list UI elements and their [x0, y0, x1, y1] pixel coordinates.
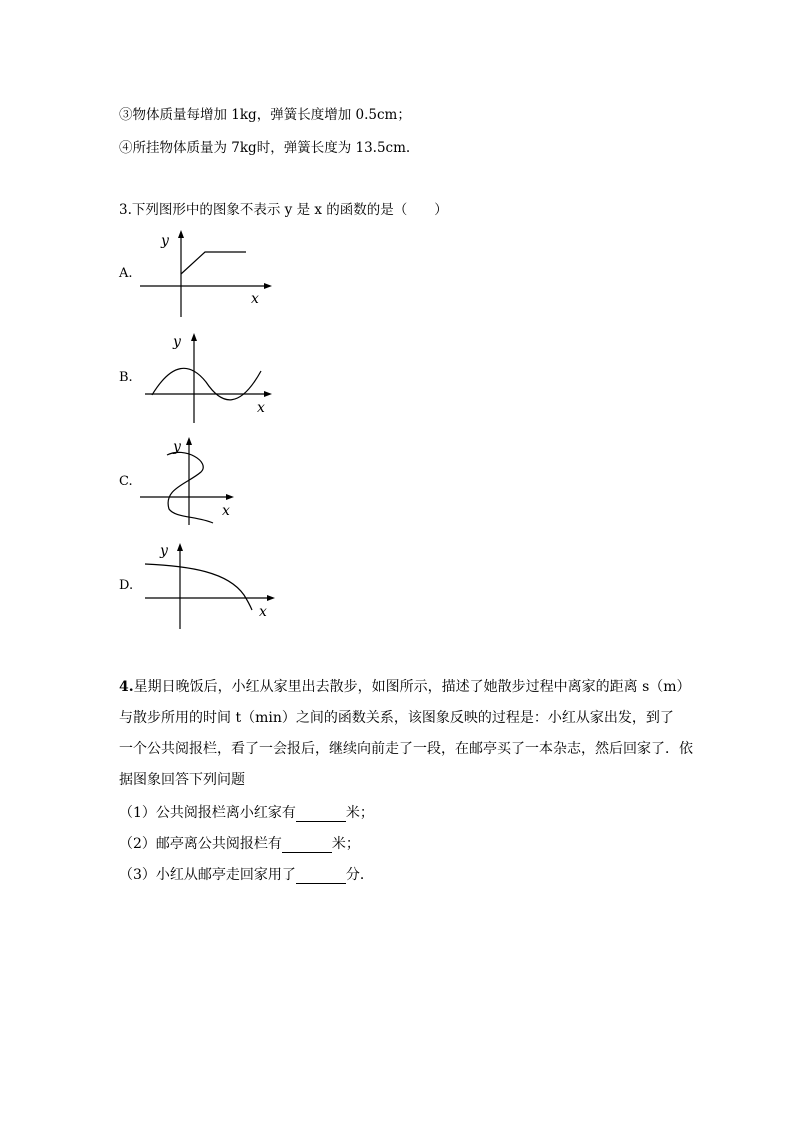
- question-4-line-1: [119, 676, 691, 696]
- graph-a-x-label: x: [251, 291, 259, 307]
- graph-d-y-arrow: [177, 543, 183, 551]
- option-b-label: B.: [119, 370, 133, 385]
- question-4-line-3: 一个公共阅报栏，看了一会报后，继续向前走了一段，在邮亭买了一本杂志，然后回家了．依: [119, 741, 693, 757]
- question-4-line-4: 据图象回答下列问题: [119, 772, 245, 788]
- graph-a-y-arrow: [178, 230, 184, 238]
- graph-b-x-label: x: [257, 400, 265, 416]
- question-4-number: 4.: [119, 679, 134, 695]
- graph-c-y-arrow: [186, 437, 192, 445]
- graph-b-y-label: y: [173, 334, 181, 350]
- graph-c: [135, 434, 245, 529]
- sub-question-3-text: （3）小红从邮亭走回家用了: [119, 867, 296, 883]
- graph-b-x-arrow: [264, 391, 272, 397]
- graph-a-y-label: y: [161, 233, 169, 249]
- sub-question-1: [119, 802, 374, 822]
- graph-a-curve: [181, 252, 246, 274]
- answer-blank-2[interactable]: [282, 838, 332, 853]
- sub-question-2-text: （2）邮亭离公共阅报栏有: [119, 836, 282, 852]
- graph-c-x-arrow: [226, 494, 234, 500]
- graph-d-curve: [145, 564, 252, 610]
- question-4-text-1: 星期日晚饭后，小红从家里出去散步，如图所示，描述了她散步过程中离家的距离 s（m）: [133, 679, 691, 695]
- graph-c-curve: [167, 452, 213, 523]
- sub-question-3-unit: 分．: [345, 867, 374, 883]
- graph-c-y-label: y: [173, 439, 181, 455]
- answer-blank-3[interactable]: [296, 869, 346, 884]
- graph-c-x-label: x: [222, 503, 230, 519]
- graph-a: [135, 226, 285, 321]
- option-c-label: C.: [119, 474, 133, 489]
- graph-d: [140, 539, 290, 634]
- graph-d-x-arrow: [267, 595, 275, 601]
- sub-question-2: [119, 833, 360, 853]
- sub-question-3: [119, 864, 374, 884]
- statement-3: ③物体质量每增加 1kg，弹簧长度增加 0.5cm；: [119, 107, 411, 123]
- graph-b-y-arrow: [191, 333, 197, 341]
- sub-question-1-unit: 米；: [345, 805, 374, 821]
- question-3-stem: 3.下列图形中的图象不表示 y 是 x 的函数的是（ ）: [119, 202, 448, 218]
- graph-d-x-label: x: [259, 604, 267, 620]
- option-d-label: D.: [119, 578, 134, 593]
- statement-4: ④所挂物体质量为 7kg时，弹簧长度为 13.5cm.: [119, 140, 411, 156]
- question-4-line-2: 与散步所用的时间 t（min）之间的函数关系，该图象反映的过程是：小红从家出发，到了: [119, 710, 674, 726]
- graph-b: [140, 327, 290, 425]
- graph-d-y-label: y: [160, 543, 168, 559]
- graph-b-curve: [152, 368, 261, 400]
- sub-question-2-unit: 米；: [331, 836, 360, 852]
- answer-blank-1[interactable]: [296, 807, 346, 822]
- graph-a-x-arrow: [264, 283, 272, 289]
- option-a-label: A.: [119, 266, 133, 281]
- sub-question-1-text: （1）公共阅报栏离小红家有: [119, 805, 296, 821]
